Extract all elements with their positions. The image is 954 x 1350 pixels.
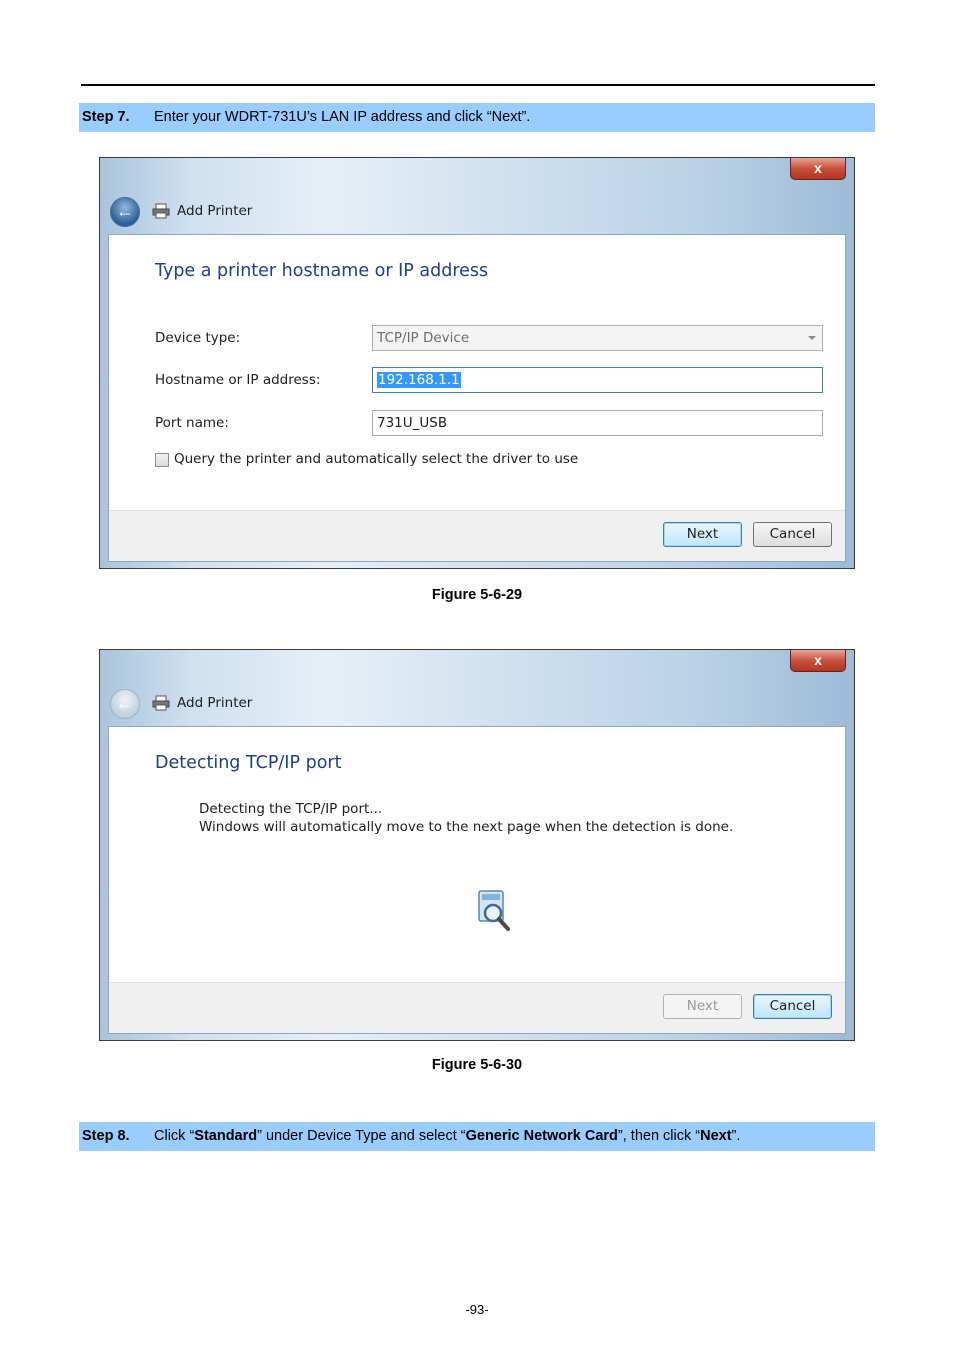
back-arrow-icon: ← [110,689,140,719]
chevron-down-icon [808,336,816,340]
detecting-info-text: Windows will automatically move to the next page when the detection is done. [199,819,734,835]
page-number: -93- [465,1302,489,1317]
dialog-footer [109,982,845,1033]
step-8-bold-standard: Standard [194,1128,258,1144]
add-printer-dialog-hostname [99,157,855,569]
step-8-text [154,1122,740,1151]
window-title: Add Printer [177,695,253,711]
add-printer-dialog-detecting [99,649,855,1041]
step-7-text: Enter your WDRT-731U’s LAN IP address and click “Next”. [154,109,531,125]
query-printer-label: Query the printer and automatically select the driver to use [174,451,579,467]
query-printer-checkbox[interactable] [155,453,169,467]
hostname-label: Hostname or IP address: [155,372,321,388]
device-type-select[interactable] [372,325,823,351]
figure-caption-1: Figure 5-6-29 [431,587,523,603]
step-7-bar [79,103,875,132]
step-8-bold-generic-network-card: Generic Network Card [465,1128,618,1144]
page-heading: Detecting TCP/IP port [155,753,342,773]
step-8-bold-next: Next [700,1128,732,1144]
hostname-input[interactable] [372,367,823,393]
next-button[interactable]: Next [663,522,742,547]
step-7-label: Step 7. [82,109,130,125]
page-heading: Type a printer hostname or IP address [155,261,489,281]
step-8-text-part: ” under Device Type and select “ [257,1128,466,1144]
port-name-value: 731U_USB [377,415,448,431]
close-button[interactable]: x [790,158,846,180]
header-rule [81,84,875,86]
back-arrow-icon[interactable]: ← [110,197,140,227]
device-type-label: Device type: [155,330,241,346]
step-8-label: Step 8. [82,1128,130,1144]
printer-icon [152,695,170,711]
window-title: Add Printer [177,203,253,219]
figure-caption-2: Figure 5-6-30 [431,1057,523,1073]
detecting-status-text: Detecting the TCP/IP port... [199,801,383,817]
port-name-input[interactable] [372,410,823,436]
device-type-value: TCP/IP Device [377,330,470,346]
cancel-button[interactable]: Cancel [753,994,832,1019]
step-8-text-part: ”. [731,1128,741,1144]
hostname-value: 192.168.1.1 [378,372,460,388]
cancel-button[interactable]: Cancel [753,522,832,547]
port-name-label: Port name: [155,415,229,431]
dialog-content [108,234,846,562]
dialog-footer [109,510,845,561]
step-8-bar [79,1122,875,1151]
next-button: Next [663,994,742,1019]
close-button[interactable]: x [790,650,846,672]
dialog-content [108,726,846,1034]
printer-icon [152,203,170,219]
step-8-text-part: Click “ [154,1128,195,1144]
step-8-text-part: ”, then click “ [617,1128,701,1144]
searching-magnifier-icon [477,889,511,933]
